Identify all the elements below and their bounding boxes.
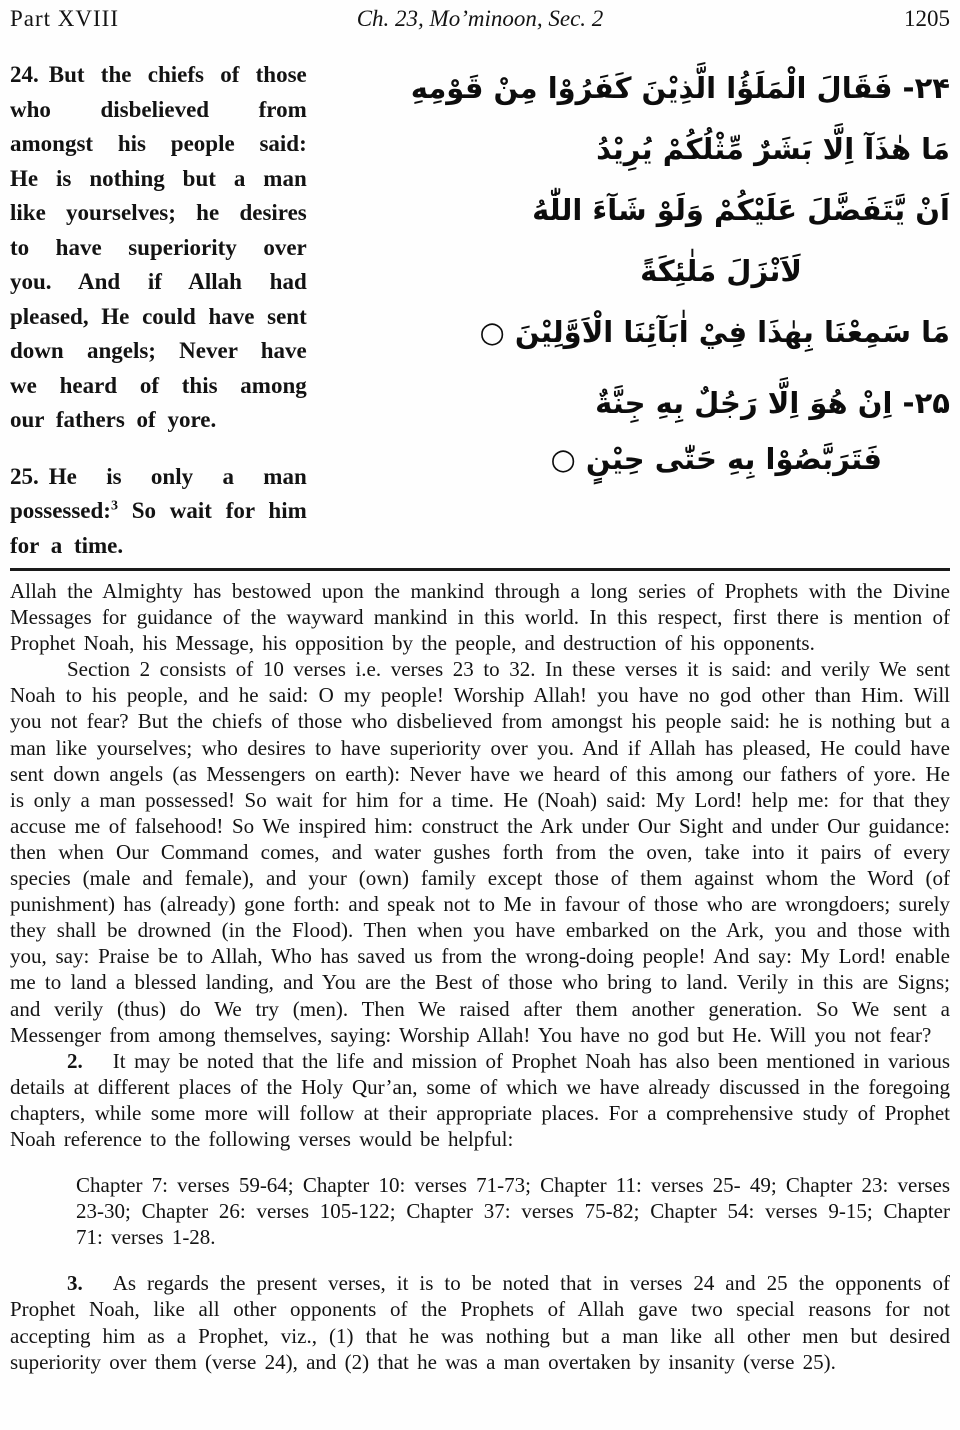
paragraph-text: Allah the Almighty has bestowed upon the mankind through a long series of Prophets with the Divine Messages for guidance of the wayward mankind in this world. In this respect, first there is mention of Prophet Noah, his Message, his opposition by the people, and destruction of his opponents.	[10, 579, 950, 656]
commentary-paragraph-note-2	[10, 1048, 950, 1152]
verse-25-arabic	[411, 375, 950, 487]
arabic-line: مَا هٰذَآ اِلَّا بَشَرٌ مِّثْلُكُمْ يُرِيْدُ	[596, 132, 950, 166]
arabic-line: ۲۵- اِنْ هُوَ اِلَّا رَجُلٌ بِهِ جِنَّةٌ	[595, 386, 950, 420]
chapter-reference-list	[76, 1172, 950, 1250]
commentary-paragraph-intro	[10, 578, 950, 656]
paragraph-number: 3.	[67, 1271, 83, 1296]
arabic-line: لَاَنْزَلَ مَلٰئِكَةً	[640, 254, 802, 288]
commentary-paragraph-section2	[10, 656, 950, 1047]
verse-24-number: 24.	[10, 62, 39, 87]
arabic-line: ۲۴- فَقَالَ الْمَلَؤُا الَّذِيْنَ كَفَرُوْا مِنْ قَوْمِهِ	[410, 71, 950, 105]
paragraph-text: Chapter 7: verses 59-64; Chapter 10: verses 71-73; Chapter 11: verses 25- 49; Chapter 23: verses 23-30; Chapter 26: verses 105-122; Chapter 37: verses 75-82; Chapter 54: verses 9-15; Chapter 71: verses 1-28.	[76, 1173, 950, 1250]
verse-25-text: He is only a man possessed:	[10, 463, 307, 523]
arabic-line: مَا سَمِعْنَا بِهٰذَا فِيْ اٰبَآئِنَا الْاَوَّلِيْنَ ○	[479, 315, 950, 349]
part-label: Part XVIII	[10, 6, 119, 31]
paragraph-number: 2.	[67, 1048, 83, 1073]
verse-25-number: 25.	[10, 463, 39, 489]
paragraph-text: As regards the present verses, it is to be noted that in verses 24 and 25 the opponents of Prophet Noah, like all other opponents of the Prophets of Allah gave two special reasons for not accepting him as a Prophet, viz., (1) that he was nothing but a man like all other men but desired superiority over them (verse 24), and (2) that he was a man overtaken by insanity (verse 25).	[10, 1271, 950, 1374]
english-translation-column	[10, 58, 307, 563]
paragraph-text: Section 2 consists of 10 verses i.e. verses 23 to 32. In these verses it is said: and verily We sent Noah to his people, and he said: O my people! Worship Allah! you have no god other than Him. Will you not fear? But the chiefs of those who disbelieved from amongst his people said: he is nothing but a man like yourselves; who desires to have superiority over you. And if Allah has pleased, He could have sent down angels (as Messengers on earth): Never have we heard of this among our fathers of yore. He is only a man possessed! So wait for him for a time. He (Noah) said: My Lord! help me: for that they accuse me of falsehood! So We inspired him: construct the Ark under Our Sight and under Our guidance: then when Our Command comes, and water gushes forth from the oven, take into it pairs of every species (male and female), and your (own) family except those of them against whom the Word (of punishment) has (already) gone forth: and speak not to Me in favour of those who are wrongdoers; surely they shall be drowned (in the Flood). Then when you have embarked on the Ark, you and those with you, say: Praise be to Allah, Who has saved us from the wrong-doing people! And say: My Lord! enable me to land a blessed landing, and You are the Best of those who bring to land. Verily in this are Signs; and verily (thus) do We try (men). Then We raised after them another generation. So We sent a Messenger from among themselves, saying: Worship Allah! You have no god but He. Will you not fear?	[10, 657, 950, 1047]
arabic-text-column	[411, 58, 950, 563]
section-divider	[10, 568, 950, 571]
verse-24-arabic	[411, 58, 950, 363]
verse-24-text: But the chiefs of those who disbelieved from amongst his people said: He is nothing but a man like yourselves; he desires to have superiority over you. And if Allah had pleased, He could have sent down angels; Never have we heard of this among our fathers of yore.	[10, 62, 307, 432]
page-header	[10, 6, 950, 32]
verse-24-english	[10, 58, 307, 438]
verse-25-english	[10, 460, 307, 564]
commentary-paragraph-note-3	[10, 1270, 950, 1374]
chapter-heading: Ch. 23, Mo’minoon, Sec. 2	[356, 6, 604, 31]
paragraph-text: It may be noted that the life and mission of Prophet Noah has also been mentioned in various details at different places of the Holy Qur’an, some of which we have already discussed in the foregoing chapters, while some more will follow at their appropriate places. For a comprehensive study of Prophet Noah reference to the following verses would be helpful:	[10, 1048, 950, 1151]
verse-25-footnote-ref: 3	[110, 498, 118, 514]
verse-25-text-after: So wait for him for a time.	[10, 498, 307, 558]
page-number: 1205	[904, 6, 950, 31]
arabic-line: اَنْ يَّتَفَضَّلَ عَلَيْكُمْ وَلَوْ شَآءَ اللّٰهُ	[532, 193, 950, 227]
commentary-section	[10, 578, 950, 1375]
verse-section	[10, 58, 950, 563]
arabic-line: فَتَرَبَّصُوْا بِهِ حَتّٰى حِيْنٍ ○	[550, 442, 882, 476]
